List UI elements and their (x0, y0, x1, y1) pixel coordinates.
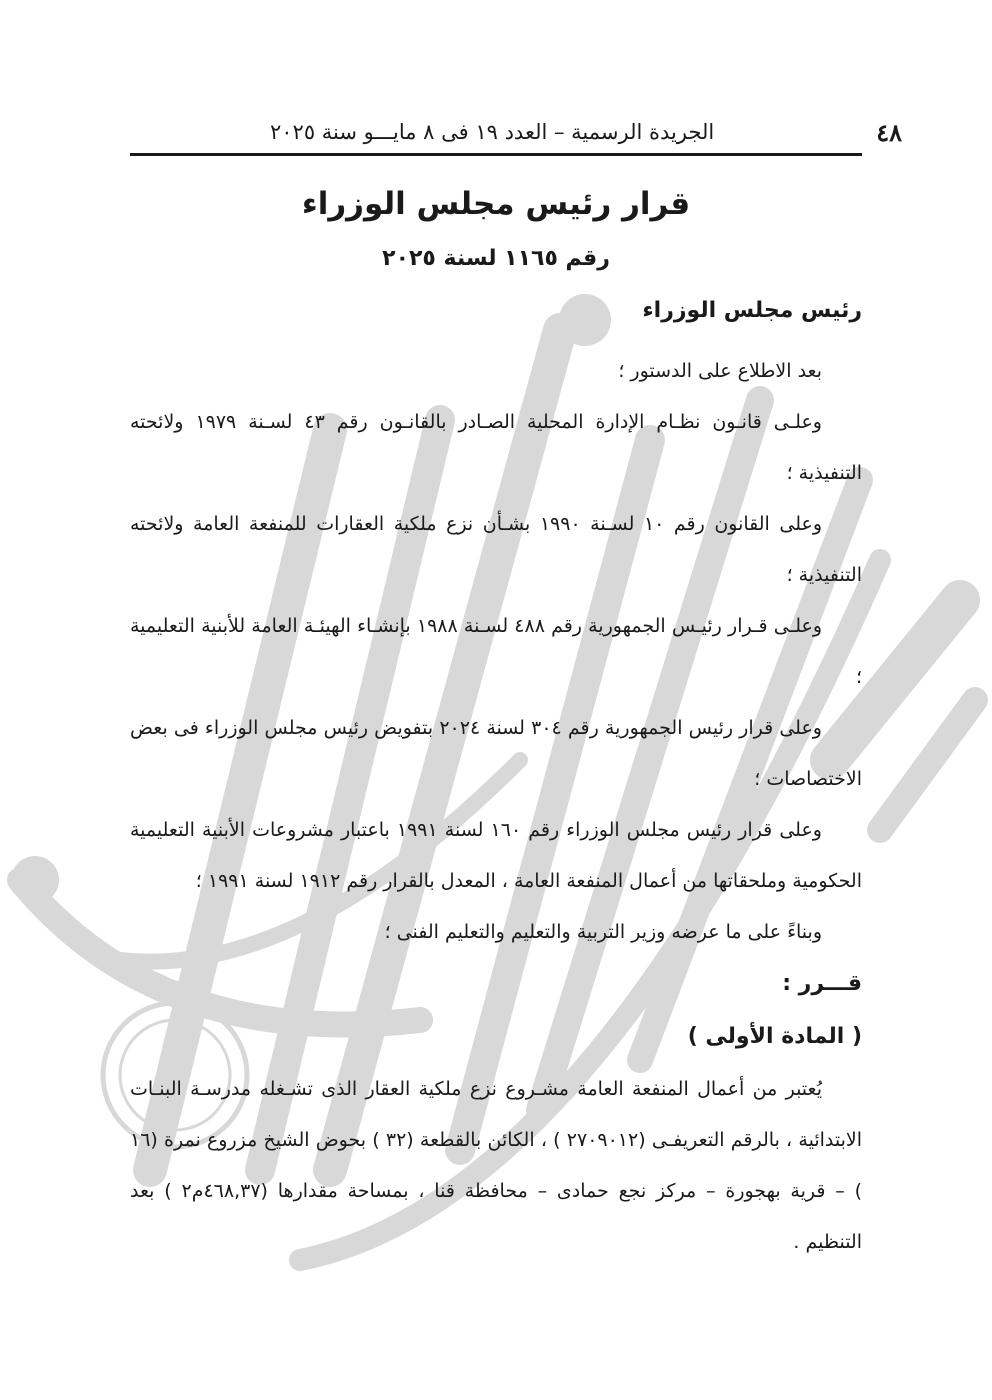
preamble-clause: وعلـى قانـون نظـام الإدارة المحلية الصـادر بالقانـون رقم ٤٣ لسـنة ١٩٧٩ ولائحته التنفيذية ؛ (130, 411, 862, 484)
decree-issuer: رئيس مجلس الوزراء (642, 298, 862, 323)
preamble-clause: بعد الاطلاع على الدستور ؛ (618, 360, 822, 382)
preamble-clause: وعلـى قـرار رئيـس الجمهورية رقم ٤٨٨ لسـنة ١٩٨٨ بإنشـاء الهيئـة العامة للأبنية التعليمية ؛ (130, 615, 862, 688)
gazette-title: الجريدة الرسمية – العدد ١٩ فى ٨ مايـــو سنة ٢٠٢٥ (270, 120, 715, 144)
article-heading: ( المادة الأولى ) (687, 1024, 862, 1049)
preamble-clause: وبناءً على ما عرضه وزير التربية والتعليم والتعليم الفنى ؛ (384, 921, 822, 943)
page-number: ٤٨ (876, 117, 902, 147)
decree-title: قرار رئيس مجلس الوزراء (301, 186, 691, 222)
watermark-dot (11, 856, 59, 904)
preamble-clause: وعلى قرار رئيس الجمهورية رقم ٣٠٤ لسنة ٢٠٢٤ بتفويض رئيس مجلس الوزراء فى بعض الاختصاصات ؛ (130, 717, 862, 790)
decree-number: رقم ١١٦٥ لسنة ٢٠٢٥ (382, 246, 610, 271)
preamble-clause: وعلى القانون رقم ١٠ لسـنة ١٩٩٠ بشـأن نزع ملكية العقارات للمنفعة العامة ولائحته التنفيذية ؛ (130, 513, 862, 586)
header-divider (130, 153, 862, 156)
watermark-stroke (880, 700, 975, 830)
page-header (130, 112, 902, 152)
article-text: يُعتبر من أعمال المنفعة العامة مشـروع نزع ملكية العقار الذى تشـغله مدرسـة البنـات الابتدائية ، بالرقم التعريفـى (٢٧٠٩٠١٢ ) ، الكائن بالقطعة (٣٢ ) بحوض الشيخ مزروع نمرة (١٦ ) – قرية بهجورة – مركز نجع حمادى – محافظة قنا ، بمساحة مقدارها (٤٦٨,٣٧م٢ ) بعد التنظيم . (130, 1078, 863, 1253)
decided-heading: قـــرر : (782, 971, 862, 996)
document-page (130, 0, 902, 1400)
preamble-clause: وعلى قرار رئيس مجلس الوزراء رقم ١٦٠ لسنة ١٩٩١ باعتبار مشروعات الأبنية التعليمية الحكومية وملحقاتها من أعمال المنفعة العامة ، المعدل بالقرار رقم ١٩١٢ لسنة ١٩٩١ ؛ (130, 819, 862, 892)
decree-body (130, 346, 862, 1268)
